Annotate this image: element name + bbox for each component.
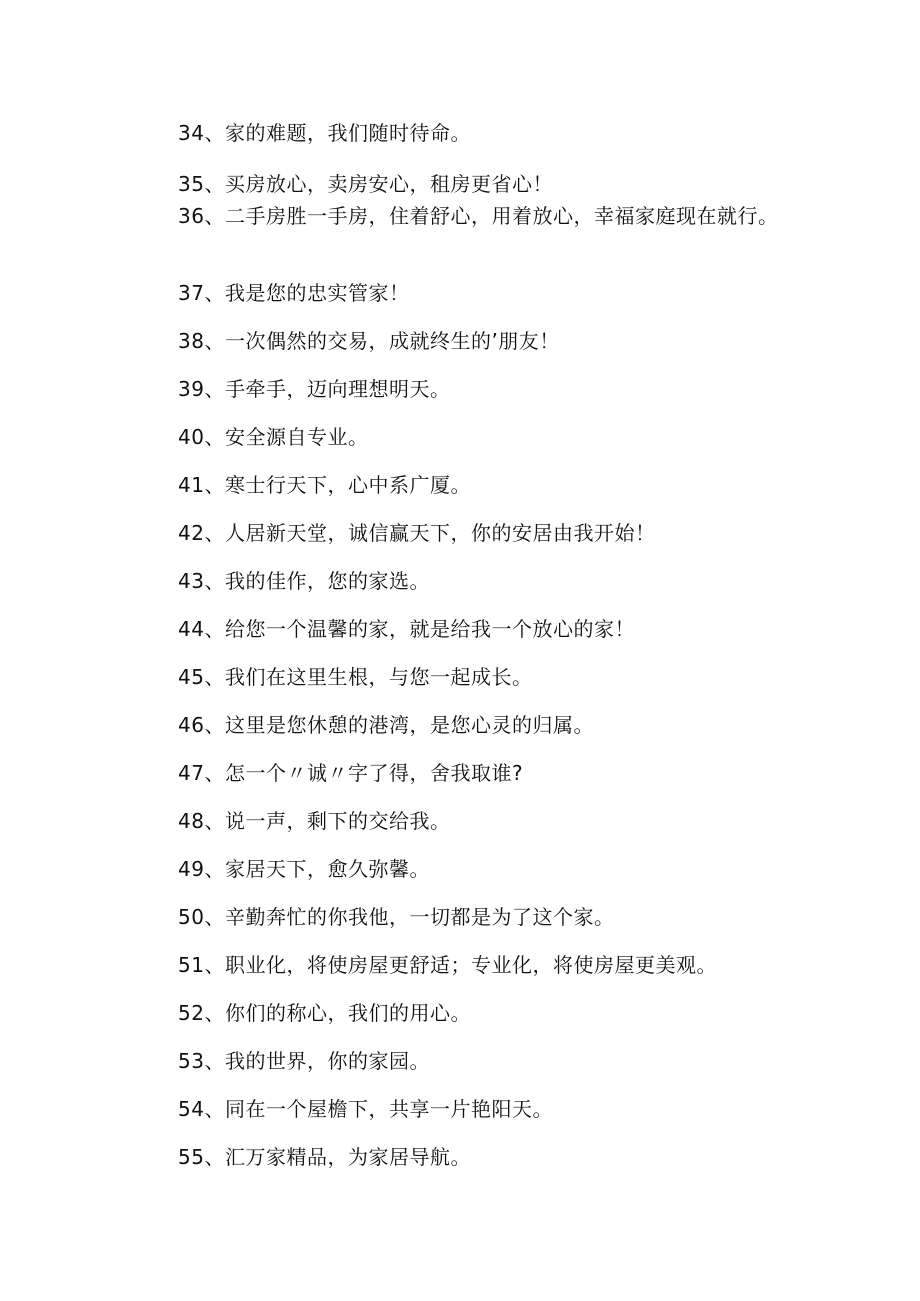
slogan-line-39: 39、手牵手，迈向理想明天。 xyxy=(178,377,451,401)
slogan-line-47: 47、怎一个〃诚〃字了得，舍我取谁? xyxy=(178,761,524,785)
slogan-line-38: 38、一次偶然的交易，成就终生的’朋友！ xyxy=(178,329,560,353)
slogan-line-50: 50、辛勤奔忙的你我他，一切都是为了这个家。 xyxy=(178,905,615,929)
slogan-line-42: 42、人居新天堂，诚信赢天下，你的安居由我开始！ xyxy=(178,521,656,545)
slogan-line-41: 41、寒士行天下，心中系广厦。 xyxy=(178,473,471,497)
slogan-line-36: 36、二手房胜一手房，住着舒心，用着放心，幸福家庭现在就行。 xyxy=(178,204,779,228)
slogan-line-35: 35、买房放心，卖房安心，租房更省心！ xyxy=(178,172,553,196)
slogan-line-55: 55、汇万家精品，为家居导航。 xyxy=(178,1145,471,1169)
slogan-line-43: 43、我的佳作，您的家选。 xyxy=(178,569,430,593)
slogan-line-44: 44、给您一个温馨的家，就是给我一个放心的家！ xyxy=(178,617,635,641)
slogan-line-49: 49、家居天下，愈久弥馨。 xyxy=(178,857,430,881)
slogan-line-40: 40、安全源自专业。 xyxy=(178,425,369,449)
slogan-line-52: 52、你们的称心，我们的用心。 xyxy=(178,1001,471,1025)
slogan-line-37: 37、我是您的忠实管家！ xyxy=(178,281,410,305)
slogan-line-53: 53、我的世界，你的家园。 xyxy=(178,1049,430,1073)
slogan-line-45: 45、我们在这里生根，与您一起成长。 xyxy=(178,665,533,689)
slogan-line-48: 48、说一声，剩下的交给我。 xyxy=(178,809,451,833)
slogan-line-46: 46、这里是您休憩的港湾，是您心灵的归属。 xyxy=(178,713,594,737)
slogan-line-34: 34、家的难题，我们随时待命。 xyxy=(178,121,471,145)
slogan-line-54: 54、同在一个屋檐下，共享一片艳阳天。 xyxy=(178,1097,553,1121)
slogan-line-51: 51、职业化，将使房屋更舒适；专业化，将使房屋更美观。 xyxy=(178,953,717,977)
